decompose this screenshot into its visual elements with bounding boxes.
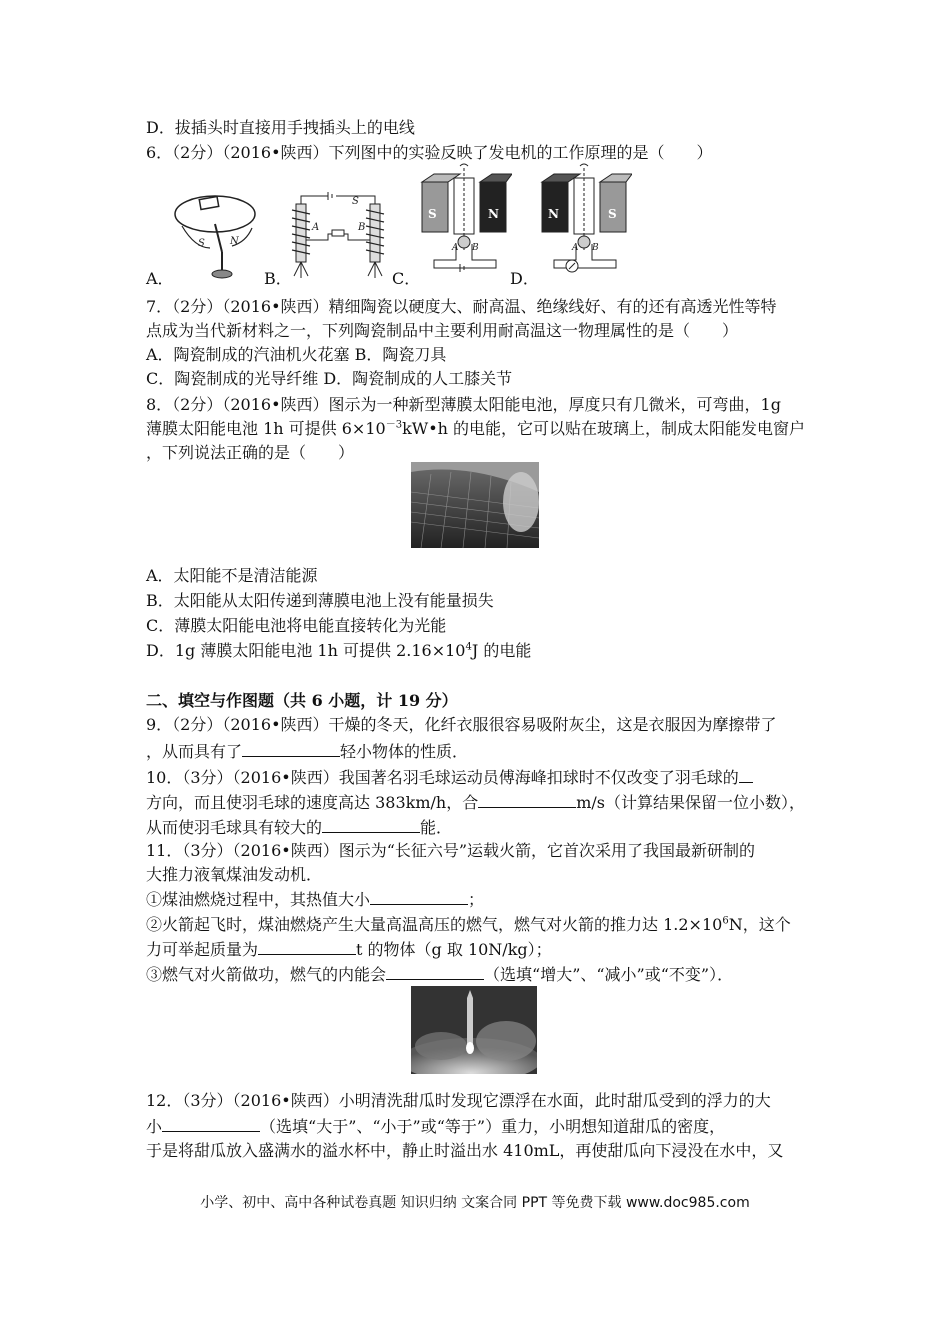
q6-label-b: B． <box>264 269 292 288</box>
q6-figure-a <box>170 186 260 282</box>
q10-blank-3[interactable] <box>322 816 420 833</box>
svg-text:N: N <box>548 207 559 221</box>
q6a-n-label: N <box>230 236 239 247</box>
q5-option-d: D．拔插头时直接用手拽插头上的电线 <box>146 118 415 137</box>
q7-options-cd: C．陶瓷制成的光导纤维 D．陶瓷制成的人工膝关节 <box>146 369 513 388</box>
q6-label-c: C． <box>392 269 421 288</box>
q8-line3: ，下列说法正确的是（ ） <box>146 443 355 462</box>
q10-blank-1[interactable] <box>739 766 753 783</box>
q8-option-d: D．1g 薄膜太阳能电池 1h 可提供 $2.16\times 10^4J$ 的电能 <box>146 641 532 660</box>
q6a-s-label: S <box>198 238 205 249</box>
q11-sub2: ②火箭起飞时，煤油燃烧产生大量高温高压的燃气，燃气对火箭的推力达 $1.2\times 10^6N$，这个 <box>146 915 791 934</box>
q7-line1: 7．（2分）（2016•陕西）精细陶瓷以硬度大、耐高温、绝缘线好、有的还有高透光性等特 <box>146 297 777 316</box>
q6-figure-c <box>416 160 512 278</box>
q11-blank-1[interactable] <box>370 888 468 905</box>
svg-text:A: A <box>572 243 579 253</box>
q11-line2: 大推力液氧煤油发动机． <box>146 865 323 884</box>
q6-label-a: A． <box>146 269 174 288</box>
svg-text:A: A <box>452 243 459 253</box>
q10-line1: 10．（3分）（2016•陕西）我国著名羽毛球运动员傅海峰扣球时不仅改变了羽毛球的 <box>146 766 753 789</box>
q12-line1: 12．（3分）（2016•陕西）小明清洗甜瓜时发现它漂浮在水面，此时甜瓜受到的浮力的大 <box>146 1091 771 1110</box>
q11-sub3: ③燃气对火箭做功，燃气的内能会 （选填“增大”、“减小”或“不变”）． <box>146 965 734 984</box>
svg-text:B: B <box>592 243 599 253</box>
q8-option-b: B．太阳能从太阳传递到薄膜电池上没有能量损失 <box>146 591 494 610</box>
q8-option-a: A．太阳能不是清洁能源 <box>146 566 318 585</box>
q11-blank-3[interactable] <box>386 963 484 980</box>
q10-line3: 从而使羽毛球具有较大的 能． <box>146 818 453 837</box>
q6-label-d: D． <box>510 269 539 288</box>
q11-blank-2[interactable] <box>258 938 356 955</box>
q9-line2: ，从而具有了 轻小物体的性质． <box>146 742 469 761</box>
q12-line3: 于是将甜瓜放入盛满水的溢水杯中，静止时溢出水 410mL，再使甜瓜向下浸没在水中，又 <box>146 1141 784 1160</box>
q8-line1: 8．（2分）（2016•陕西）图示为一种新型薄膜太阳能电池，厚度只有几微米，可弯曲，1g <box>146 395 781 414</box>
solar-film-photo <box>411 462 539 548</box>
q11-sub1: ①煤油燃烧过程中，其热值大小 ； <box>146 890 485 909</box>
q11-sub2-cont: 力可举起质量为 t 的物体（g 取 10N/kg）； <box>146 940 552 959</box>
svg-text:S: S <box>352 196 359 207</box>
svg-text:B: B <box>472 243 479 253</box>
q6-figure-d <box>536 160 632 278</box>
q10-line2: 方向，而且使羽毛球的速度高达 383km/h，合 m/s（计算结果保留一位小数）， <box>146 793 805 812</box>
section-2-title: 二、填空与作图题（共 6 小题，计 19 分） <box>146 691 458 710</box>
q12-line2: 小 （选填“大于”、“小于”或“等于”）重力，小明想知道甜瓜的密度， <box>146 1117 726 1136</box>
q7-options-ab: A．陶瓷制成的汽油机火花塞 B．陶瓷刀具 <box>146 345 447 364</box>
q9-line1: 9．（2分）（2016•陕西）干燥的冬天，化纤衣服很容易吸附灰尘，这是衣服因为摩擦带了 <box>146 715 777 734</box>
q9-blank[interactable] <box>242 740 340 757</box>
svg-text:S: S <box>428 207 437 221</box>
q11-line1: 11．（3分）（2016•陕西）图示为“长征六号”运载火箭，它首次采用了我国最新研制的 <box>146 841 756 860</box>
svg-text:A: A <box>312 222 320 233</box>
svg-text:B: B <box>358 222 366 233</box>
page-footer: 小学、初中、高中各种试卷真题 知识归纳 文案合同 PPT 等免费下载 www.doc985.com <box>200 1195 750 1211</box>
q12-blank-1[interactable] <box>162 1115 260 1132</box>
q8-line2: 薄膜太阳能电池 1h 可提供 $6\times 10^{-3}kW•h$ 的电能，它可以贴在玻璃上，制成太阳能发电窗户 <box>146 419 806 438</box>
q6-figure-b <box>288 190 388 280</box>
q7-line2: 点成为当代新材料之一，下列陶瓷制品中主要利用耐高温这一物理属性的是（ ） <box>146 321 739 340</box>
q8-option-c: C．薄膜太阳能电池将电能直接转化为光能 <box>146 616 447 635</box>
q6-stem: 6．（2分）（2016•陕西）下列图中的实验反映了发电机的工作原理的是（ ） <box>146 143 713 162</box>
svg-text:N: N <box>488 207 499 221</box>
q10-blank-2[interactable] <box>478 791 576 808</box>
rocket-launch-photo <box>411 986 537 1074</box>
svg-text:S: S <box>608 207 617 221</box>
